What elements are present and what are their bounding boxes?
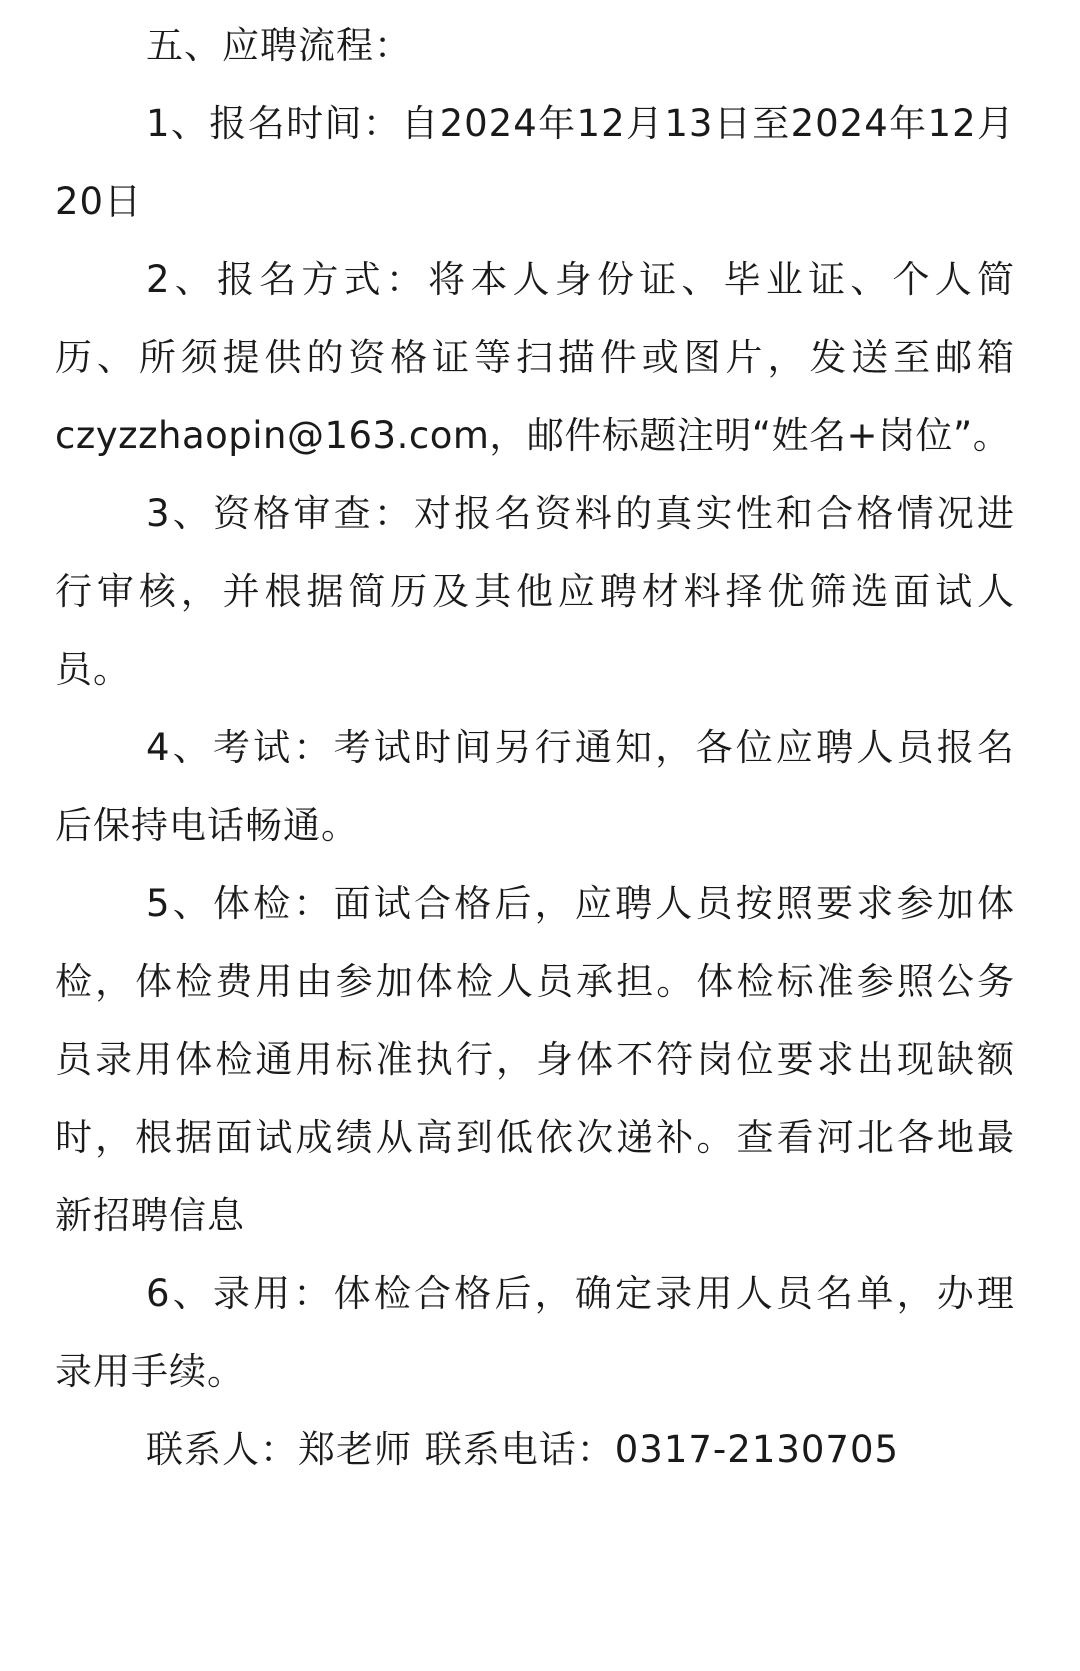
item-2-line-3: czyzzhaopin@163.com，邮件标题注明“姓名+岗位”。 — [55, 414, 1011, 457]
item-2-line-2: 历、所须提供的资格证等扫描件或图片，发送至邮箱 — [55, 336, 1015, 379]
item-6-line-1: 6、录用：体检合格后，确定录用人员名单，办理 — [146, 1272, 1015, 1315]
item-6-line-2: 录用手续。 — [55, 1350, 245, 1393]
section-heading: 五、应聘流程： — [146, 24, 412, 67]
item-3-line-3: 员。 — [55, 648, 131, 691]
item-3-line-1: 3、资格审查：对报名资料的真实性和合格情况进 — [146, 492, 1015, 535]
item-5-line-4: 时，根据面试成绩从高到低依次递补。查看河北各地最 — [55, 1116, 1015, 1159]
item-5-line-5: 新招聘信息 — [55, 1194, 245, 1237]
item-4-line-1: 4、考试：考试时间另行通知，各位应聘人员报名 — [146, 726, 1015, 769]
item-3-line-2: 行审核，并根据简历及其他应聘材料择优筛选面试人 — [55, 570, 1015, 613]
item-1-line-2: 20日 — [55, 180, 143, 223]
item-5-line-3: 员录用体检通用标准执行，身体不符岗位要求出现缺额 — [55, 1038, 1015, 1081]
contact-line: 联系人：郑老师 联系电话：0317-2130705 — [146, 1428, 900, 1471]
item-1-line-1: 1、报名时间：自2024年12月13日至2024年12月 — [146, 102, 1015, 145]
item-5-line-1: 5、体检：面试合格后，应聘人员按照要求参加体 — [146, 882, 1015, 925]
item-4-line-2: 后保持电话畅通。 — [55, 804, 359, 847]
item-5-line-2: 检，体检费用由参加体检人员承担。体检标准参照公务 — [55, 960, 1015, 1003]
item-2-line-1: 2、报名方式：将本人身份证、毕业证、个人简 — [146, 258, 1015, 301]
